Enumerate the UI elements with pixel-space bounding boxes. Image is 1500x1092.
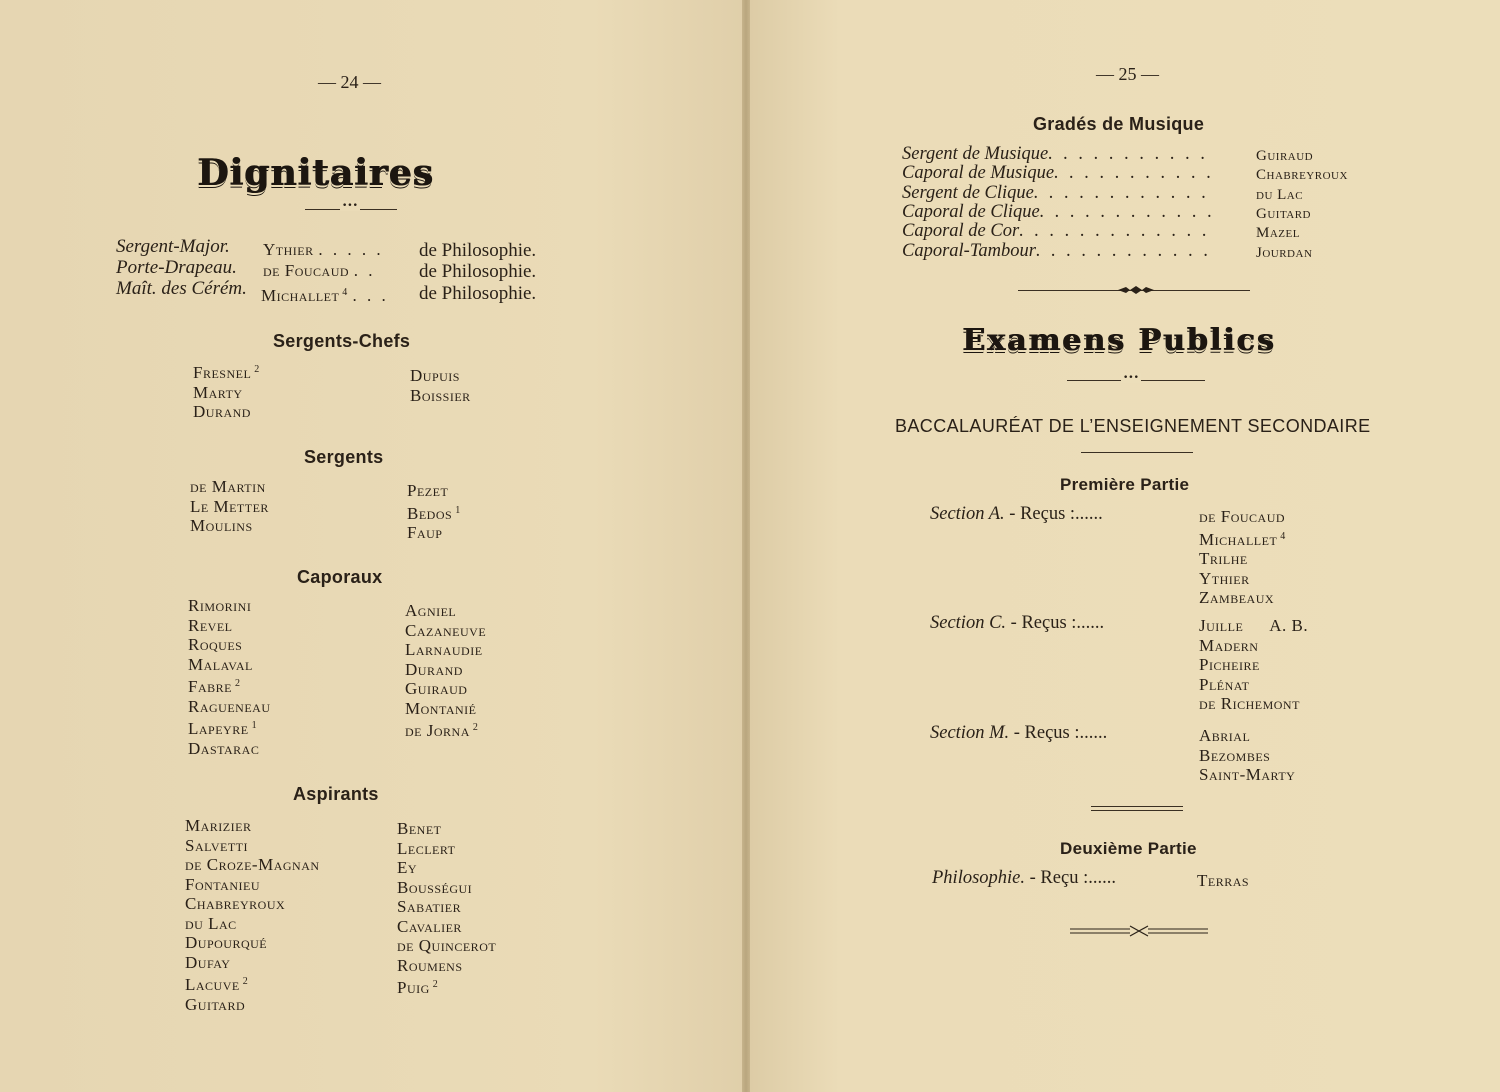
grade-name: Chabreyroux bbox=[1256, 167, 1348, 183]
list-item: Moulins bbox=[190, 516, 253, 535]
footnote-mark: 2 bbox=[254, 364, 260, 375]
text-span: . . . . . . . . . . . bbox=[1054, 163, 1215, 183]
text-span: Caporal-Tambour bbox=[902, 241, 1036, 261]
list-item: Picheire bbox=[1199, 655, 1260, 674]
sergents-chefs-heading: Sergents-Chefs bbox=[273, 331, 411, 351]
list-item: Bezombes bbox=[1199, 745, 1271, 765]
dignitary-role: Sergent-Major. bbox=[116, 236, 230, 257]
grade-name: du Lac bbox=[1256, 187, 1304, 203]
text-span: Michallet bbox=[1199, 529, 1278, 549]
dignitary-role: Porte-Drapeau. bbox=[116, 257, 237, 278]
aspirants-col-1 bbox=[185, 816, 320, 1014]
section-c-names bbox=[1199, 616, 1308, 714]
list-item: Plénat bbox=[1199, 674, 1250, 694]
text-span: Section M. bbox=[930, 723, 1010, 743]
page-number: — 25 — bbox=[1096, 64, 1159, 84]
text-span: . . . . . . . . . . . . bbox=[1036, 241, 1212, 261]
list-item bbox=[188, 716, 271, 739]
philosophie-row bbox=[932, 868, 1116, 889]
list-item: Pezet bbox=[407, 481, 449, 500]
sergents-chefs-col-1 bbox=[193, 360, 260, 422]
footnote-mark: 2 bbox=[234, 678, 241, 689]
list-item: Saint-Marty bbox=[1199, 765, 1296, 784]
ornament: ••• bbox=[1123, 373, 1139, 383]
text-span: Caporal de Cor bbox=[902, 221, 1020, 241]
text-span: Bedos bbox=[407, 503, 453, 523]
list-item: Dupourqué bbox=[185, 933, 268, 952]
text-span: Lapeyre bbox=[188, 719, 249, 738]
list-item: Roumens bbox=[397, 955, 463, 975]
list-item: Abrial bbox=[1199, 726, 1251, 745]
text-span: Michallet bbox=[261, 286, 340, 305]
list-item: Sabatier bbox=[397, 897, 462, 916]
text-span: . . . . . . . . . . . . bbox=[1039, 202, 1216, 222]
list-item: Cavalier bbox=[397, 916, 462, 936]
list-item: Marty bbox=[193, 382, 243, 402]
grade-row bbox=[902, 221, 1210, 242]
section-title: Dignitaires bbox=[197, 152, 434, 194]
list-item bbox=[1199, 527, 1286, 550]
list-item: Rimorini bbox=[188, 596, 252, 615]
list-item: Durand bbox=[193, 402, 251, 421]
list-item: Boissier bbox=[410, 385, 471, 405]
list-item: Salvetti bbox=[185, 835, 249, 855]
list-item: Roques bbox=[188, 635, 243, 654]
text-span: A. B. bbox=[1269, 616, 1309, 635]
list-item: Bousségui bbox=[397, 877, 473, 897]
text-span: Philosophie. bbox=[932, 868, 1026, 888]
dignitary-class: de Philosophie. bbox=[419, 240, 537, 261]
section-a-row bbox=[930, 504, 1103, 525]
subtitle-rule bbox=[1081, 452, 1193, 453]
list-item: Dastarac bbox=[188, 738, 260, 758]
aspirants-heading: Aspirants bbox=[293, 784, 379, 804]
list-item bbox=[193, 360, 260, 383]
grade-row bbox=[902, 202, 1215, 223]
divider-ornament-icon bbox=[1116, 284, 1156, 296]
bac-subtitle: BACCALAURÉAT DE L’ENSEIGNEMENT SECONDAIRE bbox=[895, 416, 1371, 436]
text-span: Caporal de Musique bbox=[902, 163, 1055, 183]
list-item: Ey bbox=[397, 858, 418, 877]
list-item: Guitard bbox=[185, 994, 246, 1014]
right-page bbox=[750, 0, 1500, 1092]
list-item: Cazaneuve bbox=[405, 620, 487, 640]
text-span: Juille bbox=[1199, 616, 1244, 635]
list-item: Dufay bbox=[185, 952, 231, 972]
text-span: Ythier bbox=[263, 240, 314, 259]
list-item: Faup bbox=[407, 523, 443, 542]
double-rule-top bbox=[1091, 806, 1183, 807]
list-item: de Martin bbox=[190, 477, 266, 496]
double-rule-bottom bbox=[1091, 810, 1183, 811]
text-span: - Reçu :...... bbox=[1029, 868, 1116, 888]
dignitary-name bbox=[261, 283, 389, 306]
text-span: . . . . . . . . . . . bbox=[1048, 144, 1209, 164]
grade-name: Mazel bbox=[1256, 225, 1300, 241]
part1-heading: Première Partie bbox=[1060, 475, 1190, 494]
list-item: Marizier bbox=[185, 816, 252, 835]
section-m-row bbox=[930, 723, 1107, 744]
philosophie-name: Terras bbox=[1197, 871, 1250, 890]
caporaux-heading: Caporaux bbox=[297, 567, 383, 587]
dignitary-role: Maît. des Cérém. bbox=[116, 278, 247, 299]
list-item: de Richemont bbox=[1199, 694, 1300, 713]
list-item: Le Metter bbox=[190, 496, 269, 516]
text-span: . . . . . bbox=[318, 240, 384, 259]
list-item: Durand bbox=[405, 659, 463, 679]
list-item: Zambeaux bbox=[1199, 588, 1275, 607]
list-item bbox=[407, 501, 461, 524]
footnote-mark: 1 bbox=[251, 720, 258, 731]
text-span: Caporal de Clique bbox=[902, 202, 1040, 222]
page-number: — 24 — bbox=[318, 72, 381, 92]
exam-title: Examens Publics bbox=[962, 323, 1276, 358]
footnote-mark: 2 bbox=[242, 976, 249, 987]
grade-name: Guiraud bbox=[1256, 148, 1314, 164]
list-item: Ragueneau bbox=[188, 696, 271, 716]
list-item: Montanié bbox=[405, 698, 477, 718]
text-span: - Reçus :...... bbox=[1010, 613, 1105, 633]
section-m-names bbox=[1199, 726, 1295, 785]
text-span: Section C. bbox=[930, 613, 1007, 633]
dignitary-name bbox=[263, 240, 384, 260]
grade-row bbox=[902, 144, 1208, 165]
text-span: Fabre bbox=[188, 677, 232, 696]
list-item bbox=[1199, 616, 1308, 636]
text-span: Sergent de Musique bbox=[902, 144, 1049, 164]
sergents-chefs-col-2 bbox=[410, 366, 471, 405]
left-page bbox=[0, 0, 742, 1092]
list-item: Larnaudie bbox=[405, 640, 483, 659]
list-item: Revel bbox=[188, 615, 233, 635]
list-item bbox=[397, 975, 496, 998]
section-a-names bbox=[1199, 507, 1286, 608]
list-item: Dupuis bbox=[410, 366, 460, 385]
list-item: Agniel bbox=[405, 601, 457, 620]
list-item: Ythier bbox=[1199, 568, 1250, 588]
list-item: Guiraud bbox=[405, 679, 468, 698]
list-item: Fontanieu bbox=[185, 874, 260, 894]
text-span: de Foucaud bbox=[263, 261, 350, 280]
footnote-mark: 4 bbox=[342, 287, 348, 298]
list-item bbox=[405, 718, 486, 741]
end-ornament-icon bbox=[1068, 924, 1210, 938]
text-span: de Jorna bbox=[405, 721, 470, 740]
list-item bbox=[185, 972, 320, 995]
sergents-heading: Sergents bbox=[304, 447, 384, 467]
ornament: ••• bbox=[342, 201, 358, 211]
list-item bbox=[188, 674, 271, 697]
footnote-mark: 2 bbox=[472, 722, 479, 733]
sergents-col-1 bbox=[190, 477, 269, 536]
footnote-mark: 1 bbox=[455, 504, 461, 516]
grade-name: Guitard bbox=[1256, 206, 1312, 222]
caporaux-col-2 bbox=[405, 601, 486, 741]
grade-name: Jourdan bbox=[1256, 245, 1313, 261]
text-span: Sergent de Clique bbox=[902, 183, 1034, 203]
dignitary-class: de Philosophie. bbox=[419, 283, 537, 304]
dignitary-class: de Philosophie. bbox=[419, 261, 537, 282]
aspirants-col-2 bbox=[397, 819, 496, 998]
list-item: Malaval bbox=[188, 654, 253, 674]
text-span: Fresnel bbox=[193, 363, 252, 382]
text-span: Puig bbox=[397, 978, 430, 997]
part2-heading: Deuxième Partie bbox=[1060, 839, 1197, 858]
text-span: Lacuve bbox=[185, 975, 240, 994]
list-item: Leclert bbox=[397, 838, 456, 858]
grade-row bbox=[902, 163, 1214, 184]
list-item: Trilhe bbox=[1199, 549, 1248, 568]
text-span: - Reçus :...... bbox=[1013, 723, 1108, 743]
list-item: Chabreyroux bbox=[185, 894, 286, 913]
text-span: . . . . . . . . . . . . . bbox=[1019, 221, 1210, 241]
grades-heading: Gradés de Musique bbox=[1033, 114, 1205, 134]
sergents-col-2 bbox=[407, 481, 461, 543]
grade-row bbox=[902, 241, 1211, 262]
text-span: Section A. bbox=[930, 504, 1005, 524]
footnote-mark: 2 bbox=[432, 979, 439, 990]
list-item: de Foucaud bbox=[1199, 507, 1286, 526]
caporaux-col-1 bbox=[188, 596, 271, 758]
list-item: Benet bbox=[397, 819, 442, 838]
text-span: - Reçus :...... bbox=[1009, 504, 1103, 524]
text-span: . . . . . . . . . . . . bbox=[1033, 183, 1210, 203]
list-item: de Quinceroт bbox=[397, 936, 497, 955]
list-item: de Croze-Magnan bbox=[185, 855, 320, 874]
section-c-row bbox=[930, 613, 1104, 634]
footnote-mark: 4 bbox=[1280, 530, 1286, 542]
list-item: Madern bbox=[1199, 635, 1259, 655]
dignitary-name bbox=[263, 261, 376, 281]
text-span: . . . bbox=[352, 286, 389, 305]
list-item: du Lac bbox=[185, 913, 237, 933]
text-span: . . bbox=[353, 261, 376, 280]
grade-row bbox=[902, 183, 1209, 204]
